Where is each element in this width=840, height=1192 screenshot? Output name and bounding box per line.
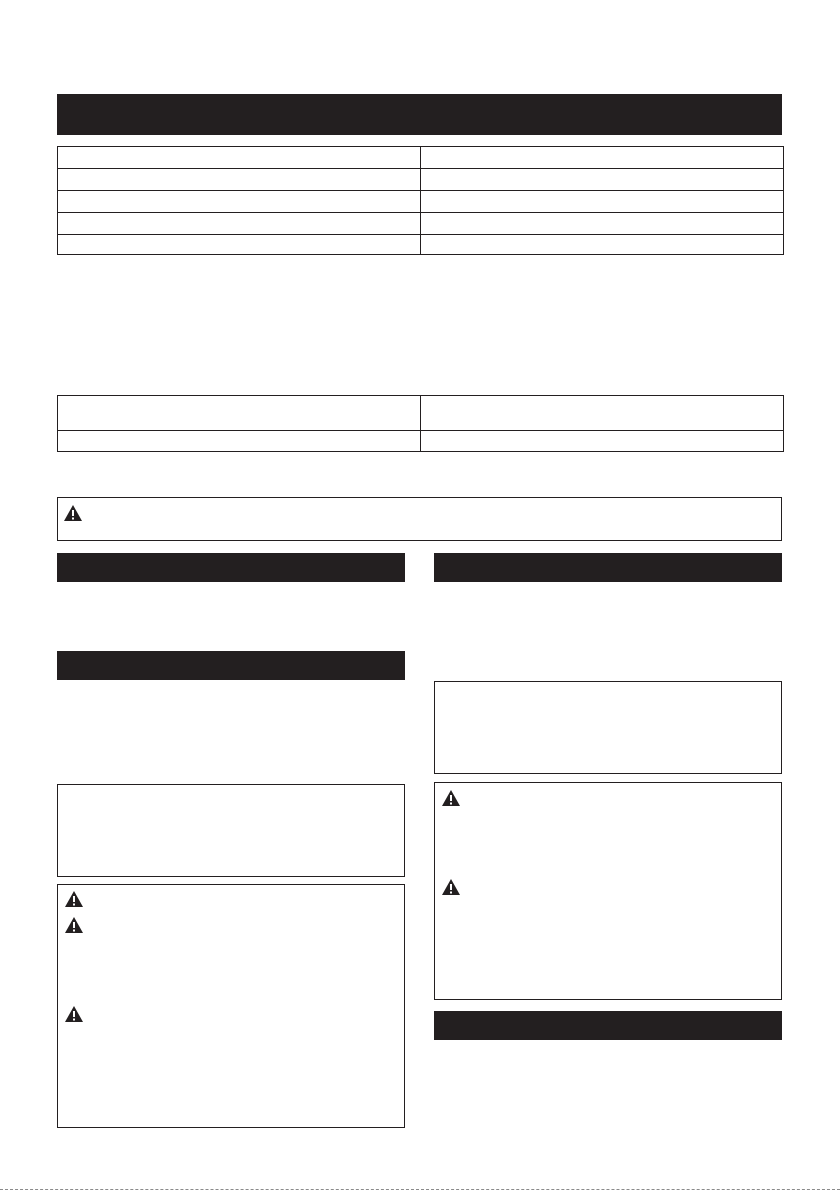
- table-cell: [421, 191, 784, 213]
- warning-triangle-icon: [441, 878, 461, 896]
- warning-triangle-icon: [63, 504, 83, 522]
- warning-triangle-icon: [64, 916, 84, 934]
- table-cell: [58, 147, 421, 169]
- table-row: [58, 147, 784, 169]
- page-edge-rule: [0, 1189, 840, 1190]
- table-cell: [58, 431, 421, 452]
- noise-table: [57, 395, 784, 452]
- table-row: [58, 431, 784, 452]
- table-row: [58, 396, 784, 431]
- table-row: [58, 169, 784, 191]
- section-heading-bar: [434, 553, 782, 582]
- note-box: [434, 681, 782, 774]
- warning-box: [57, 497, 782, 541]
- section-heading-bar: [57, 651, 405, 680]
- section-title-bar: [57, 94, 782, 135]
- table-cell: [58, 169, 421, 191]
- note-box: [57, 784, 405, 877]
- table-cell: [421, 147, 784, 169]
- warning-box: [57, 884, 405, 1128]
- table-cell: [421, 235, 784, 255]
- table-row: [58, 191, 784, 213]
- table-cell: [421, 396, 784, 431]
- warning-triangle-icon: [441, 789, 461, 807]
- warning-triangle-icon: [64, 890, 84, 908]
- table-cell: [421, 431, 784, 452]
- table-cell: [58, 191, 421, 213]
- warning-triangle-icon: [64, 1005, 84, 1023]
- section-heading-bar: [434, 1011, 782, 1040]
- table-row: [58, 213, 784, 235]
- table-cell: [421, 213, 784, 235]
- specifications-table: [57, 146, 784, 255]
- table-cell: [58, 235, 421, 255]
- table-cell: [58, 396, 421, 431]
- table-row: [58, 235, 784, 255]
- section-heading-bar: [57, 553, 405, 582]
- warning-box: [434, 782, 782, 1000]
- table-cell: [58, 213, 421, 235]
- table-cell: [421, 169, 784, 191]
